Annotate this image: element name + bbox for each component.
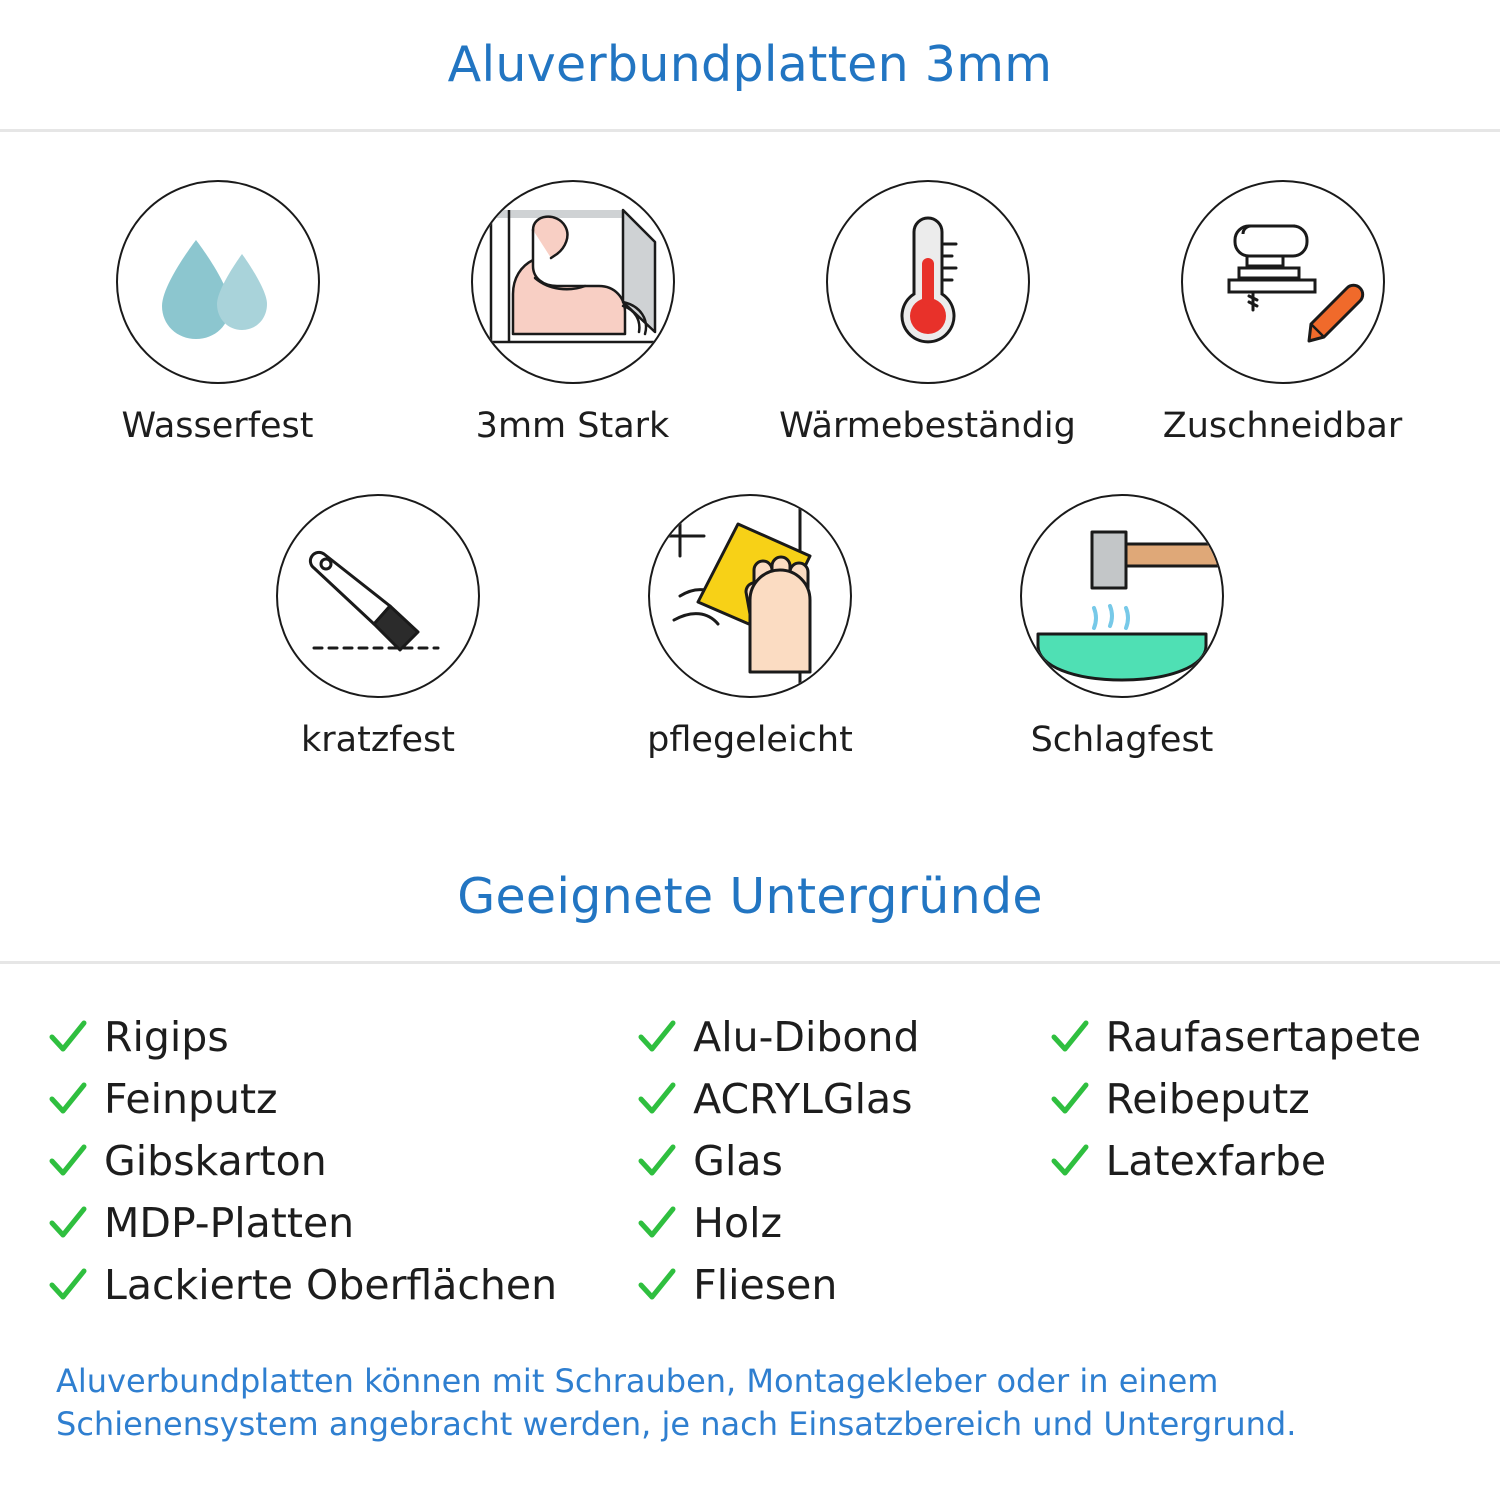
feature-kratzfest bbox=[192, 494, 564, 760]
feature-label: Zuschneidbar bbox=[1162, 406, 1403, 446]
list-item bbox=[1048, 1130, 1460, 1192]
flexed-arm-icon bbox=[473, 182, 673, 382]
list-item-label: Reibeputz bbox=[1105, 1075, 1310, 1123]
feature-zuschneidbar bbox=[1105, 180, 1460, 446]
list-item-label: Alu-Dibond bbox=[693, 1013, 920, 1061]
list-item-label: Latexfarbe bbox=[1105, 1137, 1327, 1185]
list-item-label: Rigips bbox=[104, 1013, 229, 1061]
feature-waermebestaendig bbox=[750, 180, 1105, 446]
jigsaw-cutter-icon bbox=[1183, 182, 1383, 382]
feature-label: Wärmebeständig bbox=[779, 406, 1076, 446]
feature-label: Schlagfest bbox=[1030, 720, 1214, 760]
feature-icon-circle bbox=[826, 180, 1030, 384]
check-icon bbox=[1048, 1015, 1092, 1059]
list-item-label: Fliesen bbox=[693, 1261, 838, 1309]
substrates-column-1 bbox=[46, 1006, 635, 1316]
features-row-2 bbox=[0, 494, 1500, 760]
substrates-column-3 bbox=[1048, 1006, 1460, 1316]
feature-icon-circle bbox=[1181, 180, 1385, 384]
check-icon bbox=[46, 1077, 90, 1121]
list-item bbox=[635, 1006, 1047, 1068]
list-item bbox=[46, 1006, 635, 1068]
feature-icon-circle bbox=[276, 494, 480, 698]
list-item-label: Lackierte Oberflächen bbox=[104, 1261, 558, 1309]
substrates-section bbox=[0, 964, 1500, 1316]
list-item-label: Feinputz bbox=[104, 1075, 278, 1123]
water-drops-icon bbox=[118, 182, 318, 382]
feature-wasserfest bbox=[40, 180, 395, 446]
check-icon bbox=[1048, 1139, 1092, 1183]
check-icon bbox=[46, 1015, 90, 1059]
check-icon bbox=[635, 1077, 679, 1121]
substrates-title: Geeignete Untergründe bbox=[457, 868, 1043, 925]
hammer-impact-icon bbox=[1022, 496, 1222, 696]
list-item bbox=[46, 1254, 635, 1316]
list-item-label: ACRYLGlas bbox=[693, 1075, 913, 1123]
feature-icon-circle bbox=[471, 180, 675, 384]
list-item-label: Gibskarton bbox=[104, 1137, 327, 1185]
page-title: Aluverbundplatten 3mm bbox=[447, 36, 1053, 93]
check-icon bbox=[635, 1015, 679, 1059]
feature-pflegeleicht bbox=[564, 494, 936, 760]
cleaning-cloth-icon bbox=[650, 496, 850, 696]
feature-label: Wasserfest bbox=[121, 406, 314, 446]
feature-schlagfest bbox=[936, 494, 1308, 760]
check-icon bbox=[635, 1139, 679, 1183]
check-icon bbox=[635, 1201, 679, 1245]
list-item bbox=[46, 1192, 635, 1254]
check-icon bbox=[46, 1263, 90, 1307]
feature-icon-circle bbox=[648, 494, 852, 698]
check-icon bbox=[46, 1201, 90, 1245]
feature-label: pflegeleicht bbox=[647, 720, 853, 760]
list-item bbox=[635, 1130, 1047, 1192]
feature-icon-circle bbox=[116, 180, 320, 384]
list-item-label: Glas bbox=[693, 1137, 783, 1185]
list-item bbox=[635, 1254, 1047, 1316]
thermometer-icon bbox=[828, 182, 1028, 382]
footnote-text: Aluverbundplatten können mit Schrauben, Montagekleber oder in einem Schienensystem angebracht werden, je nach Einsatzbereich und Untergrund. bbox=[56, 1362, 1297, 1444]
features-section bbox=[0, 132, 1500, 760]
list-item bbox=[1048, 1068, 1460, 1130]
check-icon bbox=[46, 1139, 90, 1183]
list-item-label: MDP-Platten bbox=[104, 1199, 355, 1247]
check-icon bbox=[1048, 1077, 1092, 1121]
knife-scratch-icon bbox=[278, 496, 478, 696]
list-item bbox=[46, 1130, 635, 1192]
list-item bbox=[635, 1192, 1047, 1254]
list-item bbox=[1048, 1006, 1460, 1068]
feature-label: 3mm Stark bbox=[475, 406, 670, 446]
substrates-column-2 bbox=[635, 1006, 1047, 1316]
list-item bbox=[635, 1068, 1047, 1130]
feature-icon-circle bbox=[1020, 494, 1224, 698]
check-icon bbox=[635, 1263, 679, 1307]
list-item-label: Raufasertapete bbox=[1105, 1013, 1422, 1061]
list-item bbox=[46, 1068, 635, 1130]
features-row-1 bbox=[0, 180, 1500, 446]
feature-label: kratzfest bbox=[300, 720, 455, 760]
feature-3mm-stark bbox=[395, 180, 750, 446]
list-item-label: Holz bbox=[693, 1199, 782, 1247]
